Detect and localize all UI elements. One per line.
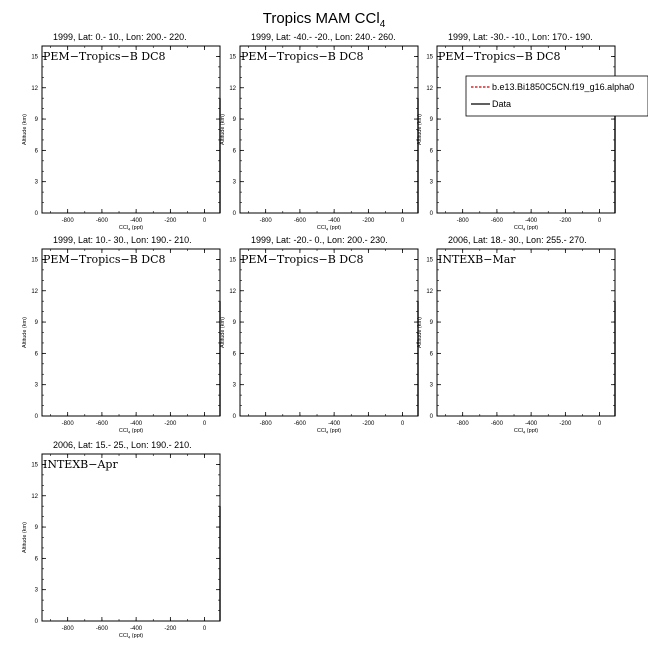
plot-frame: [42, 249, 220, 416]
y-tick-label: 9: [429, 320, 433, 327]
y-axis-label: Altitude (km): [220, 114, 226, 145]
panels: [22, 32, 615, 640]
campaign-label: PEM−Tropics−B DC8: [43, 50, 166, 63]
x-tick-label: -200: [164, 218, 177, 224]
panel-title: 1999, Lat: -30.- -10., Lon: 170.- 190.: [448, 32, 593, 42]
y-tick-label: 9: [232, 320, 236, 327]
chart-panel-4: [22, 235, 220, 435]
y-axis-label: Altitude (km): [22, 317, 28, 348]
y-axis-label: Altitude (km): [220, 317, 226, 348]
campaign-label: PEM−Tropics−B DC8: [241, 253, 364, 266]
x-tick-label: 0: [202, 421, 207, 427]
y-tick-label: 3: [34, 587, 38, 594]
x-tick-label: -200: [559, 218, 572, 224]
plot-frame: [42, 454, 220, 621]
y-tick-label: 0: [34, 414, 38, 420]
y-tick-label: 15: [31, 462, 38, 469]
y-tick-label: 6: [34, 148, 38, 155]
y-tick-label: 12: [229, 85, 236, 92]
x-tick-label: -600: [490, 218, 503, 224]
x-tick-label: 0: [202, 218, 207, 224]
y-tick-label: 0: [232, 211, 236, 217]
x-tick-label: -400: [130, 626, 143, 632]
x-axis-label: CCl$_4$ (ppt): [513, 225, 539, 232]
y-tick-label: 12: [229, 288, 236, 295]
y-axis-label: Altitude (km): [417, 317, 423, 348]
figure-title: Tropics MAM CCl$_4$: [262, 10, 386, 30]
plot-frame: [437, 249, 615, 416]
y-tick-label: 12: [31, 85, 38, 92]
x-axis-label: CCl$_4$ (ppt): [118, 225, 144, 232]
y-tick-label: 3: [34, 179, 38, 186]
x-tick-label: 0: [597, 218, 602, 224]
x-tick-label: -600: [95, 421, 108, 427]
chart-panel-3: [417, 32, 615, 232]
campaign-label: PEM−Tropics−B DC8: [43, 253, 166, 266]
x-tick-label: -400: [130, 218, 143, 224]
y-tick-label: 3: [429, 179, 433, 186]
y-axis-label: Altitude (km): [22, 522, 28, 553]
chart-panel-1: [22, 32, 220, 232]
x-tick-label: -600: [95, 218, 108, 224]
x-tick-label: 0: [400, 421, 405, 427]
y-tick-label: 15: [426, 54, 433, 61]
x-tick-label: -800: [259, 218, 272, 224]
plot-frame: [42, 46, 220, 213]
campaign-label: INTEXB−Apr: [43, 458, 118, 471]
x-tick-label: -800: [61, 421, 74, 427]
plot-frame: [240, 249, 418, 416]
y-tick-label: 0: [429, 414, 433, 420]
y-tick-label: 6: [429, 351, 433, 358]
y-tick-label: 15: [229, 54, 236, 61]
x-tick-label: -600: [293, 218, 306, 224]
panel-title: 1999, Lat: 0.- 10., Lon: 200.- 220.: [53, 32, 187, 42]
x-tick-label: 0: [400, 218, 405, 224]
x-tick-label: -200: [362, 218, 375, 224]
x-tick-label: -200: [164, 626, 177, 632]
y-tick-label: 6: [232, 148, 236, 155]
x-tick-label: -800: [456, 421, 469, 427]
x-tick-label: -200: [362, 421, 375, 427]
x-tick-label: -800: [61, 218, 74, 224]
x-tick-label: 0: [597, 421, 602, 427]
x-axis-label: CCl$_4$ (ppt): [316, 428, 342, 435]
y-tick-label: 6: [34, 351, 38, 358]
y-tick-label: 15: [31, 257, 38, 264]
x-tick-label: -200: [164, 421, 177, 427]
y-tick-label: 12: [31, 288, 38, 295]
campaign-label: PEM−Tropics−B DC8: [241, 50, 364, 63]
panel-title: 1999, Lat: -40.- -20., Lon: 240.- 260.: [251, 32, 396, 42]
y-tick-label: 9: [34, 525, 38, 532]
y-tick-label: 12: [31, 493, 38, 500]
x-tick-label: -400: [525, 421, 538, 427]
panel-title: 2006, Lat: 18.- 30., Lon: 255.- 270.: [448, 235, 587, 245]
x-tick-label: -800: [259, 421, 272, 427]
x-tick-label: -400: [328, 218, 341, 224]
y-tick-label: 9: [232, 117, 236, 124]
plot-frame: [240, 46, 418, 213]
legend: [466, 76, 648, 116]
y-tick-label: 12: [426, 85, 433, 92]
plot-frame: [437, 46, 615, 213]
y-tick-label: 6: [232, 351, 236, 358]
panel-title: 1999, Lat: -20.- 0., Lon: 200.- 230.: [251, 235, 388, 245]
y-tick-label: 9: [34, 320, 38, 327]
y-tick-label: 15: [31, 54, 38, 61]
x-tick-label: -600: [95, 626, 108, 632]
chart-panel-5: [220, 235, 418, 435]
panel-title: 2006, Lat: 15.- 25., Lon: 190.- 210.: [53, 440, 192, 450]
x-tick-label: -800: [456, 218, 469, 224]
y-tick-label: 3: [34, 382, 38, 389]
x-axis-label: CCl$_4$ (ppt): [513, 428, 539, 435]
x-tick-label: -400: [130, 421, 143, 427]
y-tick-label: 9: [429, 117, 433, 124]
x-tick-label: -200: [559, 421, 572, 427]
y-tick-label: 15: [426, 257, 433, 264]
y-tick-label: 0: [232, 414, 236, 420]
panel-title: 1999, Lat: 10.- 30., Lon: 190.- 210.: [53, 235, 192, 245]
y-tick-label: 9: [34, 117, 38, 124]
campaign-label: PEM−Tropics−B DC8: [438, 50, 561, 63]
x-axis-label: CCl$_4$ (ppt): [118, 633, 144, 640]
campaign-label: INTEXB−Mar: [438, 253, 516, 266]
x-tick-label: 0: [202, 626, 207, 632]
y-tick-label: 6: [34, 556, 38, 563]
legend-label-1: b.e13.Bi1850C5CN.f19_g16.alpha0: [492, 82, 635, 92]
y-axis-label: Altitude (km): [22, 114, 28, 145]
chart-panel-7: [22, 440, 220, 640]
x-tick-label: -600: [293, 421, 306, 427]
y-axis-label: Altitude (km): [417, 114, 423, 145]
x-tick-label: -800: [61, 626, 74, 632]
x-axis-label: CCl$_4$ (ppt): [118, 428, 144, 435]
y-tick-label: 0: [34, 211, 38, 217]
x-tick-label: -400: [328, 421, 341, 427]
x-tick-label: -600: [490, 421, 503, 427]
y-tick-label: 3: [232, 179, 236, 186]
x-axis-label: CCl$_4$ (ppt): [316, 225, 342, 232]
y-tick-label: 0: [34, 619, 38, 625]
legend-label-2: Data: [492, 99, 512, 109]
y-tick-label: 3: [232, 382, 236, 389]
chart-panel-6: [417, 235, 615, 435]
x-tick-label: -400: [525, 218, 538, 224]
chart-panel-2: [220, 32, 418, 232]
y-tick-label: 15: [229, 257, 236, 264]
y-tick-label: 6: [429, 148, 433, 155]
y-tick-label: 0: [429, 211, 433, 217]
y-tick-label: 12: [426, 288, 433, 295]
y-tick-label: 3: [429, 382, 433, 389]
